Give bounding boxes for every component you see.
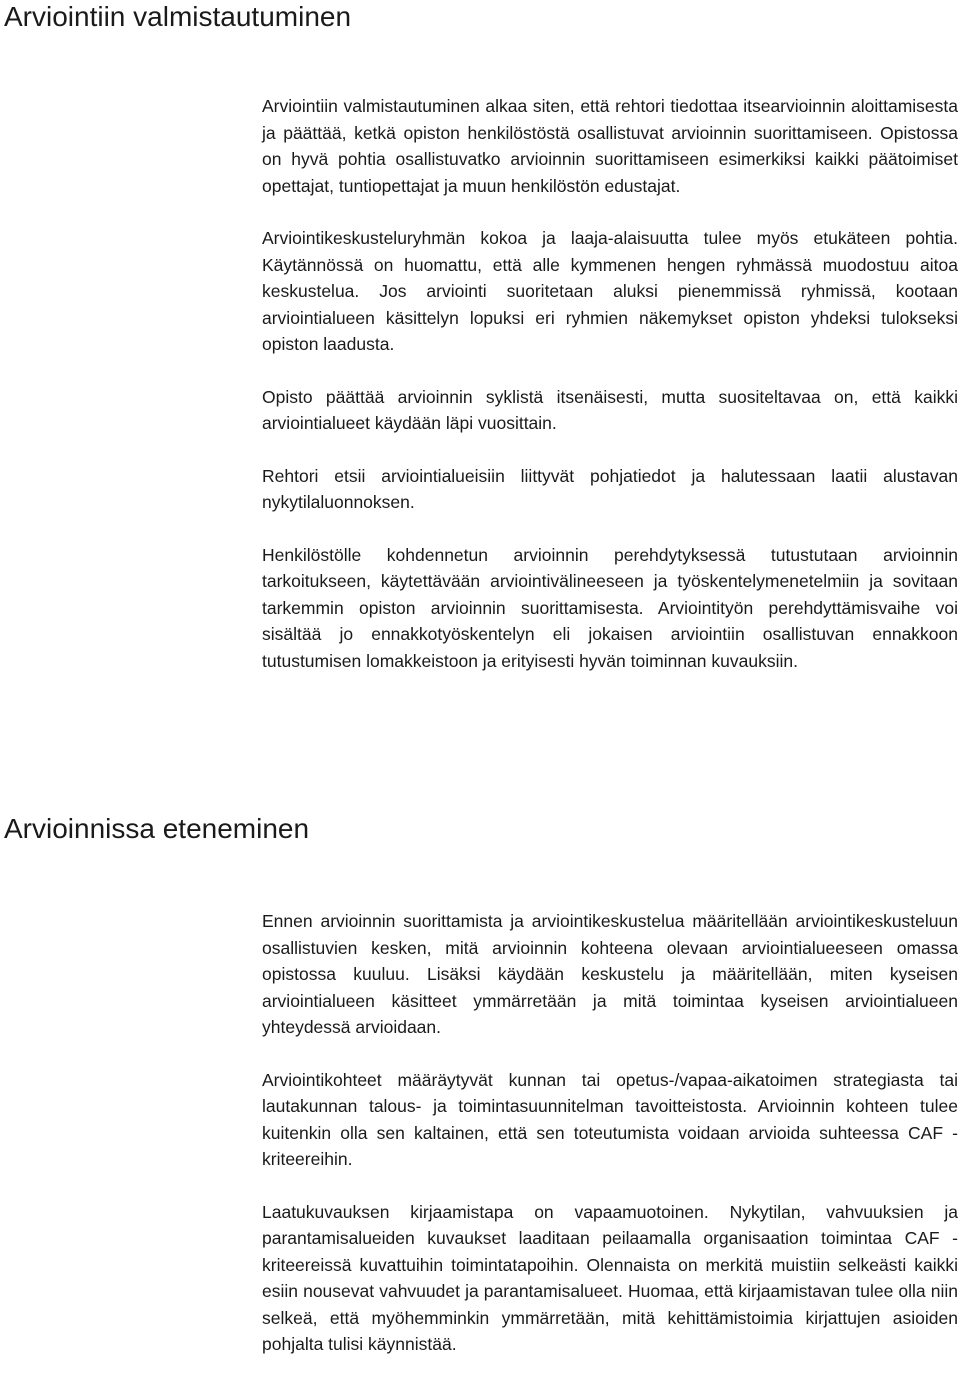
paragraph: Arviointiin valmistautuminen alkaa siten, että rehtori tiedottaa itsearvioinnin aloittamisesta ja päättää, ketkä opiston henkilöstöstä osallistuvat arvioinnin suorittamiseen. Opistossa on hyvä pohtia osallistuvatko arvioinnin suorittamiseen esimerkiksi kaikki päätoimiset opettajat, tuntiopettajat ja muun henkilöstön edustajat.: [262, 96, 958, 196]
paragraph: Arviointikohteet määräytyvät kunnan tai opetus-/vapaa-aikatoimen strategiasta tai lautakunnan talous- ja toimintasuunnitelman tavoitteistosta. Arvioinnin kohteen tulee kuitenkin olla sen kaltainen, että sen toteutumista voidaan arvioida suhteessa CAF -kriteereihin.: [262, 1069, 958, 1169]
paragraph: Henkilöstölle kohdennetun arvioinnin perehdytyksessä tutustutaan arvioinnin tarkoitukseen, käytettävään arviointivälineeseen ja työskentelymenetelmiin ja sovitaan tarkemmin opiston arvioinnin suorittamisesta. Arviointityön perehdyttämisvaihe voi sisältää jo ennakkotyöskentelyn eli jokaisen arviointiin osallistuvan ennakkoon tutustumisen lomakkeistoon ja erityisesti hyvän toiminnan kuvauksiin.: [262, 544, 958, 671]
section-heading-progress: Arvioinnissa eteneminen: [4, 813, 310, 844]
section-body-progress: [262, 908, 958, 1384]
paragraph: Arviointikeskusteluryhmän kokoa ja laaja-alaisuutta tulee myös etukäteen pohtia. Käytännössä on huomattu, että alle kymmenen hengen ryhmässä muodostuu aitoa keskustelua. Jos arviointi suoritetaan aluksi pienemmissä ryhmissä, kootaan arviointialueen käsittelyn lopuksi eri ryhmien näkemykset opiston yhdeksi tulokseksi opiston laadusta.: [262, 228, 958, 354]
section-heading-preparation: Arviointiin valmistautuminen: [4, 1, 352, 32]
paragraph: Laatukuvauksen kirjaamistapa on vapaamuotoinen. Nykytilan, vahvuuksien ja parantamisalueiden kuvaukset laaditaan peilaamalla organisaation toimintaa CAF -kriteereissä kuvattuihin toimintatapoihin. Olennaista on merkitä muistiin selkeästi kaikki esiin nousevat vahvuudet ja parantamisalueet. Huomaa, että kirjaamistavan tulee olla niin selkeä, että myöhemminkin ymmärretään, mitä kehittämistoimia kirjattujen asioiden pohjalta tulisi käynnistää.: [262, 1201, 958, 1354]
paragraph: Opisto päättää arvioinnin syklistä itsenäisesti, mutta suositeltavaa on, että kaikki arviointialueet käydään läpi vuosittain.: [262, 386, 958, 433]
section-body-preparation: [262, 93, 958, 700]
paragraph: Ennen arvioinnin suorittamista ja arviointikeskustelua määritellään arviointikeskusteluun osallistuvien kesken, mitä arvioinnin kohteena olevaan arviointialueeseen omassa opistossa kuuluu. Lisäksi käydään keskustelu ja määritellään, miten kyseisen arviointialueen käsitteet ymmärretään ja mitä toimintaa kyseisen arviointialueen yhteydessä arvioidaan.: [262, 911, 958, 1037]
paragraph: Rehtori etsii arviointialueisiin liittyvät pohjatiedot ja halutessaan laatii alustavan nykytilaluonnoksen.: [262, 465, 958, 512]
